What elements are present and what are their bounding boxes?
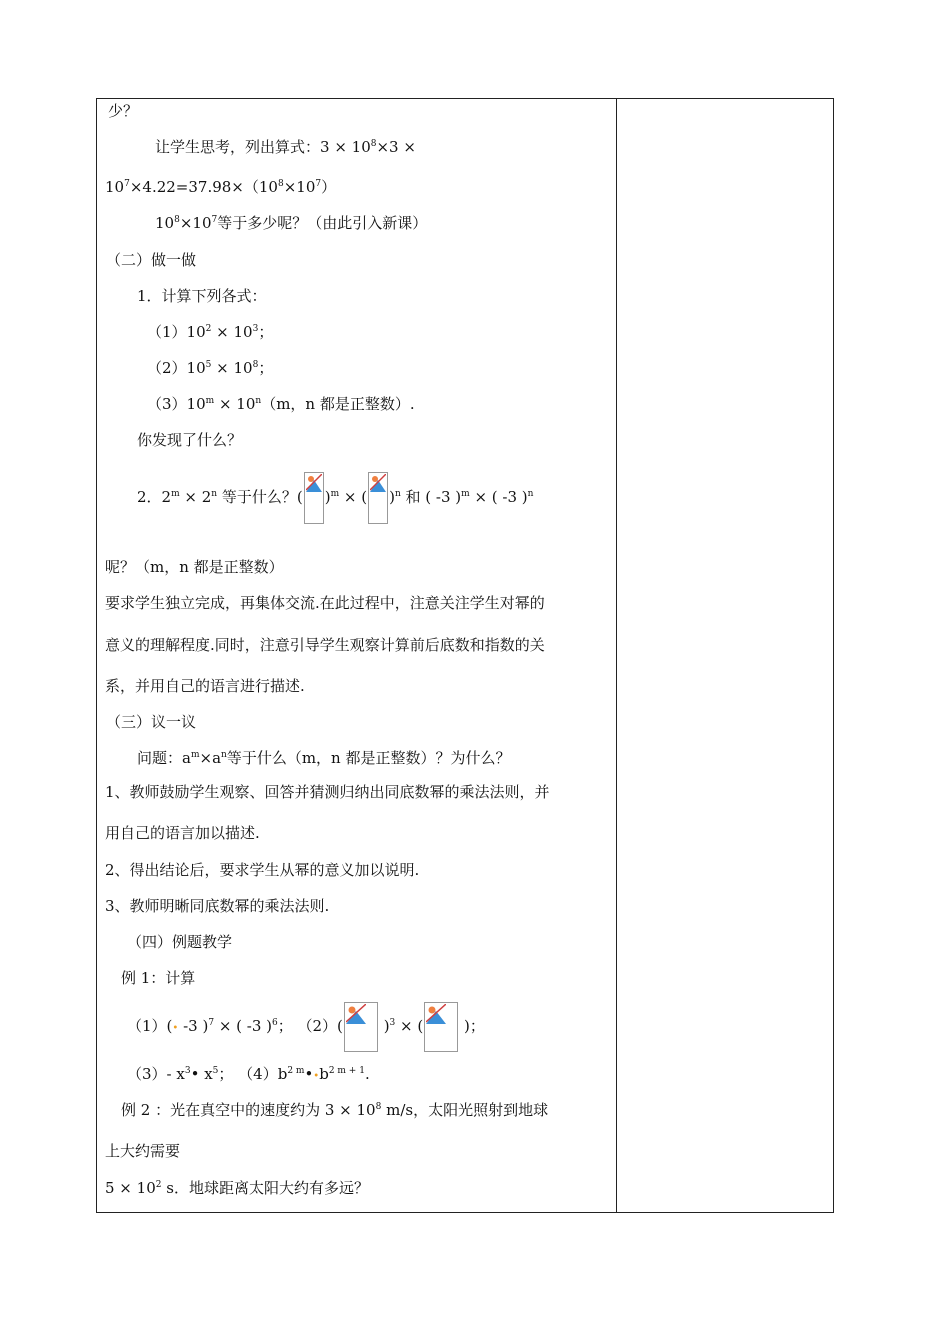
text-line: 3、教师明晰同底数幂的乘法法则. xyxy=(105,897,330,915)
marker-dot-icon: • xyxy=(172,1023,179,1034)
text-line: 上大约需要 xyxy=(105,1142,181,1160)
text-line: 1．计算下列各式： xyxy=(137,287,267,305)
image-placeholder-icon xyxy=(304,472,324,524)
text-line: 问题：$a^m\times a^n$等于什么（m，n 都是正整数）？为什么？ xyxy=(137,749,511,767)
text-line: 2、得出结论后，要求学生从幂的意义加以说明. xyxy=(105,861,420,879)
column-divider xyxy=(616,99,617,1212)
text-line: 呢？（m，n 都是正整数） xyxy=(105,558,284,576)
image-placeholder-icon xyxy=(368,472,388,524)
text-line: （3）- $x^3•$ $x^5$； $(4)b^{2 m}••b^{2 m + 1}$. xyxy=(127,1065,370,1083)
text-line: 1、教师鼓励学生观察、回答并猜测归纳出同底数幂的乘法法则，并 xyxy=(105,783,550,801)
text-line: 你发现了什么？ xyxy=(137,431,243,449)
text-line: $5 \times 10^2$ s．地球距离太阳大约有多远？ xyxy=(105,1179,369,1197)
text-line: （1）(• -3 )$^7$ × ( -3 )$^6$； （2）( )$^3$ × ( )； xyxy=(127,1002,485,1053)
text-line: $10^7\times 4.22=37.98\times(10^8\times 10^7)$ xyxy=(105,178,337,196)
text-line: 意义的理解程度.同时，注意引导学生观察计算前后底数和指数的关 xyxy=(105,636,545,654)
text-line: $10^8\times 10^7$等于多少呢？（由此引入新课） xyxy=(155,214,428,232)
marker-dot-icon: • xyxy=(313,1071,320,1082)
text-line: 例 2 ：光在真空中的速度约为 $3 \times 10^8$ m/s，太阳光照射到地球 xyxy=(121,1101,549,1119)
text-line: 2．$2^m \times 2^n$ 等于什么？( )$^m$ × ( )$^n$ 和 ( -3 )$^m$ × ( -3 )$^n$ xyxy=(137,472,533,524)
text-line: 少？ xyxy=(108,102,139,120)
text-line: 让学生思考，列出算式：$3 \times 10^8\times 3$ × xyxy=(155,138,416,156)
section-heading: （三）议一议 xyxy=(106,713,197,731)
text-line: 系，并用自己的语言进行描述. xyxy=(105,677,305,695)
section-heading: （四）例题教学 xyxy=(127,933,233,951)
image-placeholder-icon xyxy=(424,1002,458,1052)
text-line: 例 1：计算 xyxy=(121,969,196,987)
text-line: $(3)10^m \times 10^n(m$，n 都是正整数）. xyxy=(147,395,415,413)
text-line: $(1)10^2 \times 10^3$； xyxy=(147,323,274,341)
text-line: 用自己的语言加以描述. xyxy=(105,824,260,842)
text-line: 要求学生独立完成，再集体交流.在此过程中，注意关注学生对幂的 xyxy=(105,594,545,612)
image-placeholder-icon xyxy=(344,1002,378,1052)
text-line: $(2)10^5 \times 10^8$； xyxy=(147,359,274,377)
section-heading: （二）做一做 xyxy=(106,251,197,269)
